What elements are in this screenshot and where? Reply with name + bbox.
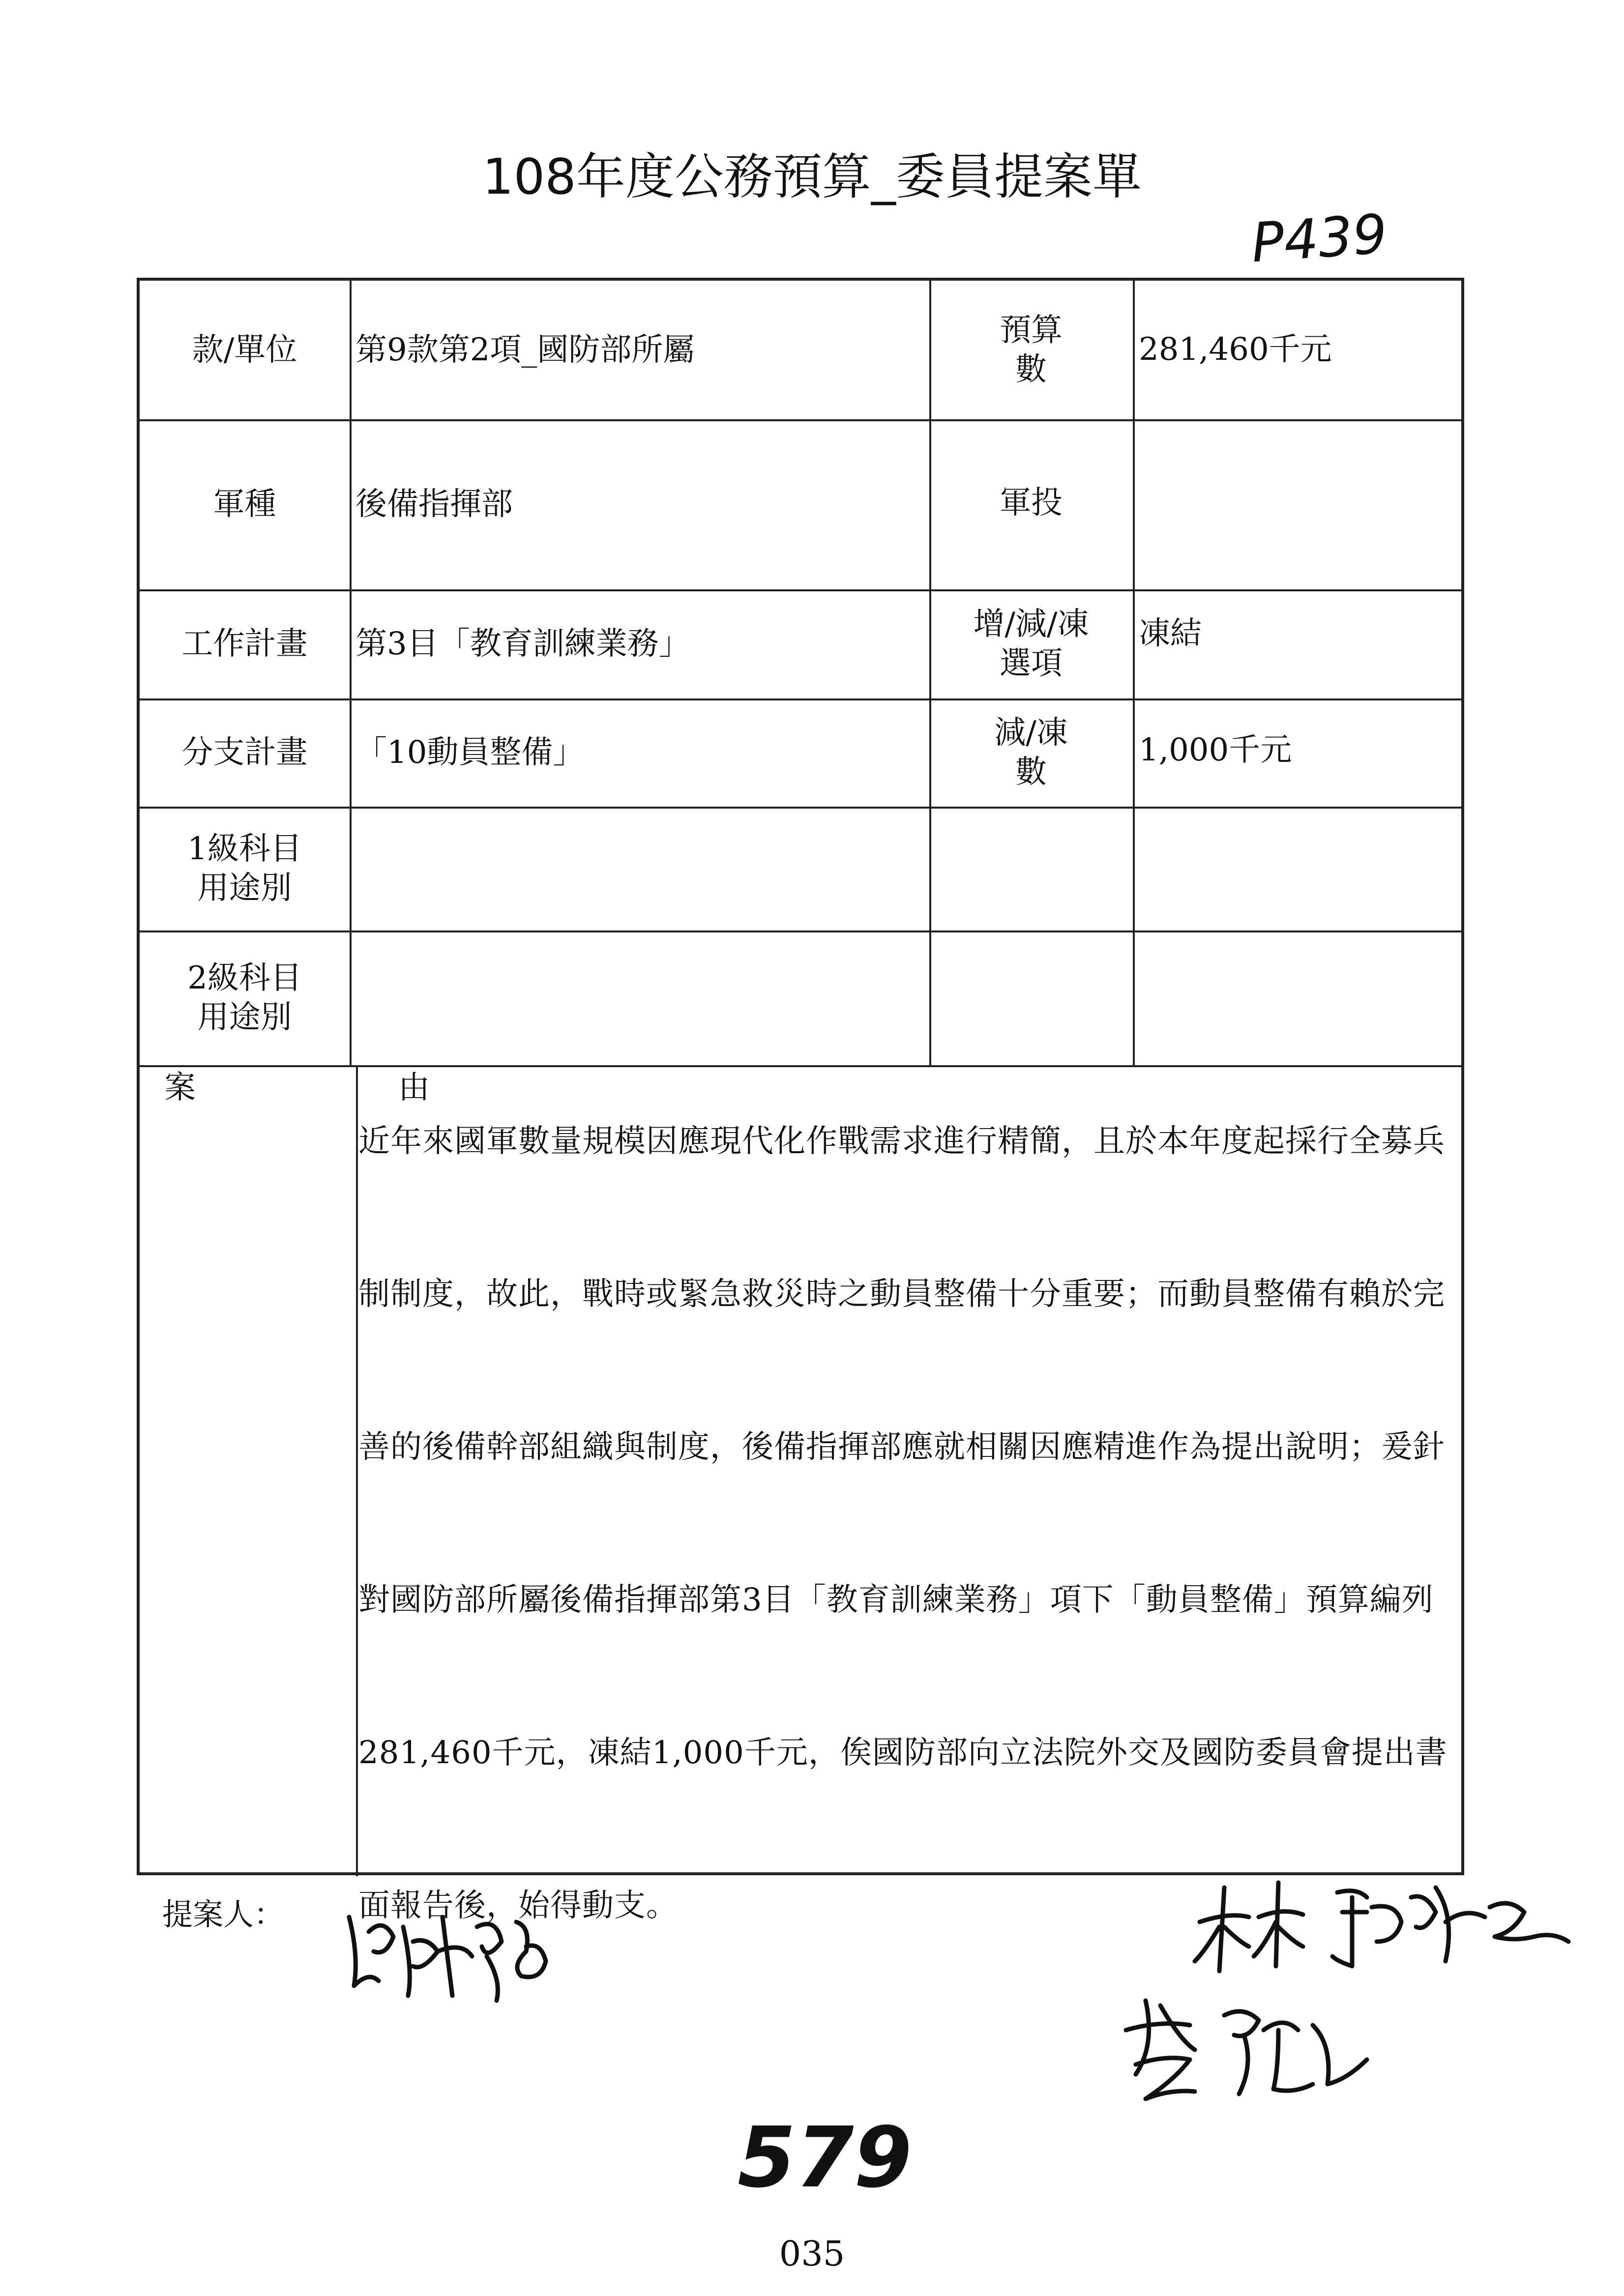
reason-label-char-2: 由 bbox=[398, 1070, 430, 1106]
row-label-sub-plan: 分支計畫 bbox=[181, 734, 308, 771]
field-label-military-investment: 軍投 bbox=[1000, 485, 1063, 521]
printed-page-number: 035 bbox=[779, 2234, 845, 2274]
row-value-level1-subject bbox=[350, 807, 929, 930]
row-label-fund-unit: 款/單位 bbox=[192, 332, 297, 368]
field-label-reduce-freeze-amount: 減/凍 數 bbox=[994, 715, 1068, 790]
field-value-level2-extra bbox=[1133, 930, 1461, 1065]
handwritten-page-number: 579 bbox=[738, 2109, 912, 2207]
field-label-budget-amount: 預算 數 bbox=[1000, 312, 1063, 388]
row-value-service-branch: 後備指揮部 bbox=[355, 486, 513, 523]
field-value-level1-extra bbox=[1133, 807, 1461, 930]
row-label-service-branch: 軍種 bbox=[213, 486, 276, 523]
row-value-sub-plan: 「10動員整備」 bbox=[355, 734, 585, 771]
reason-text: 近年來國軍數量規模因應現代化作戰需求進行精簡，且於本年度起採行全募兵制制度，故此，戰時或緊急救災時之動員整備十分重要；而動員整備有賴於完善的後備幹部組織與制度，後備指揮部應就相關因應精進作為提出說明；爰針對國防部所屬後備指揮部第3目「教育訓練業務」項下「動員整備」預算編列281,460千元，凍結1,000千元，俟國防部向立法院外交及國防委員會提出書面報告後，始得動支。 bbox=[358, 1123, 1447, 1924]
field-label-level1-extra bbox=[929, 807, 1133, 930]
page-title: 108年度公務預算_委員提案單 bbox=[482, 148, 1142, 205]
field-label-adjust-option: 增/減/凍 選項 bbox=[973, 606, 1089, 682]
row-value-work-plan: 第3目「教育訓練業務」 bbox=[355, 626, 690, 662]
field-value-budget-amount: 281,460千元 bbox=[1139, 331, 1332, 368]
row-value-level2-subject bbox=[350, 930, 929, 1065]
row-label-level2-subject: 2級科目 用途別 bbox=[187, 960, 302, 1036]
reason-label-char-1: 案 bbox=[164, 1070, 196, 1106]
signature-1 bbox=[339, 1897, 565, 2015]
row-value-fund-unit: 第9款第2項_國防部所屬 bbox=[355, 332, 695, 368]
signature-3 bbox=[1116, 1986, 1372, 2109]
handwritten-reference-code: P439 bbox=[1249, 202, 1389, 275]
field-value-military-investment bbox=[1133, 419, 1461, 589]
row-label-work-plan: 工作計畫 bbox=[181, 626, 308, 662]
signature-2 bbox=[1190, 1868, 1583, 1986]
row-label-level1-subject: 1級科目 用途別 bbox=[187, 831, 302, 906]
field-label-level2-extra bbox=[929, 930, 1133, 1065]
field-value-reduce-freeze-amount: 1,000千元 bbox=[1139, 732, 1292, 768]
field-value-adjust-option: 凍結 bbox=[1139, 615, 1202, 652]
proposer-label: 提案人： bbox=[162, 1896, 285, 1932]
